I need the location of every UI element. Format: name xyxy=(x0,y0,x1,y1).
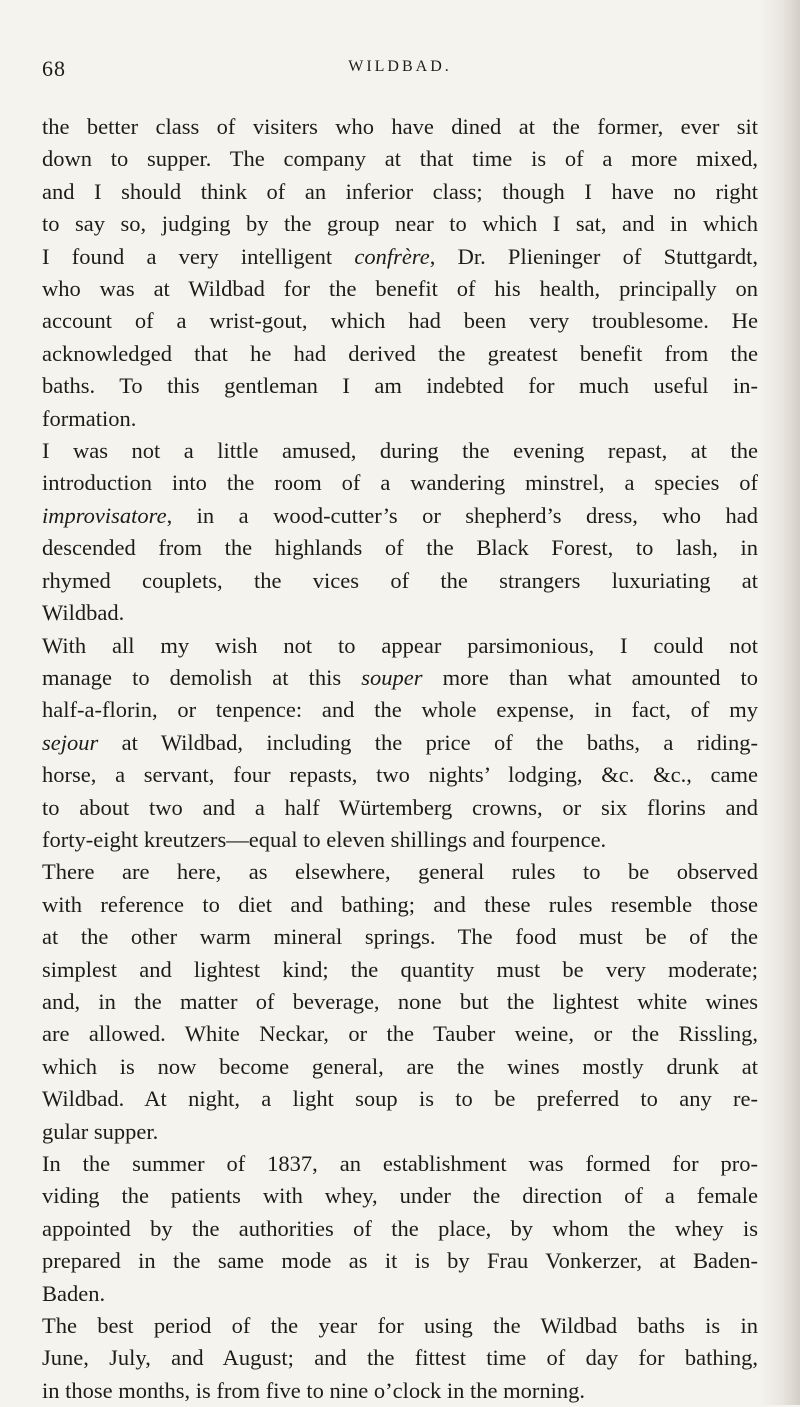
text-line xyxy=(42,532,758,564)
text-line xyxy=(42,1018,758,1050)
text-run: descended from the highlands of the Black Forest, to lash, in xyxy=(42,535,758,561)
text-line xyxy=(42,727,758,759)
paragraph xyxy=(42,1148,758,1310)
text-line xyxy=(42,1213,758,1245)
text-run: With all my wish not to appear parsimonious, I could not xyxy=(42,632,758,658)
text-line xyxy=(42,954,758,986)
text-line xyxy=(42,694,758,726)
text-run: more than what amounted to xyxy=(422,664,758,690)
text-line xyxy=(42,565,758,597)
text-line xyxy=(42,273,758,305)
text-line xyxy=(42,1342,758,1374)
text-run: manage to demolish at this xyxy=(42,664,362,690)
paragraph xyxy=(42,630,758,857)
text-run: In the summer of 1837, an establishment was formed for pro- xyxy=(42,1151,758,1176)
paragraph xyxy=(42,1310,758,1407)
text-run: which is now become general, are the wines mostly drunk at xyxy=(42,1053,758,1079)
text-run: gular supper. xyxy=(42,1118,159,1144)
text-run: rhymed couplets, the vices of the strangers luxuriating at xyxy=(42,567,758,593)
text-run: appointed by the authorities of the place, by whom the whey is xyxy=(42,1215,758,1241)
text-run: and I should think of an inferior class; though I have no right xyxy=(42,178,758,204)
text-line xyxy=(42,143,758,175)
text-line xyxy=(42,1180,758,1212)
text-run: prepared in the same mode as it is by Frau Vonkerzer, at Baden- xyxy=(42,1248,758,1274)
text-line xyxy=(42,630,758,662)
text-run: in those months, is from five to nine o’clock in the morning. xyxy=(42,1377,586,1403)
text-line xyxy=(42,1245,758,1277)
text-line xyxy=(42,370,758,402)
text-line xyxy=(42,1278,758,1310)
text-line xyxy=(42,305,758,337)
text-run: who was at Wildbad for the benefit of his health, principally on xyxy=(42,276,758,302)
text-line xyxy=(42,824,758,856)
page-number: 68 xyxy=(42,56,66,81)
text-run: The best period of the year for using the Wildbad baths is in xyxy=(42,1313,758,1339)
text-line xyxy=(42,662,758,694)
text-run: account of a wrist-gout, which had been very troublesome. He xyxy=(42,308,758,334)
text-line xyxy=(42,338,758,370)
text-line xyxy=(42,889,758,921)
text-line xyxy=(42,597,758,629)
text-run: , Dr. Plieninger of Stuttgardt, xyxy=(429,243,758,269)
text-line xyxy=(42,1051,758,1083)
text-run: Wildbad. xyxy=(42,600,125,626)
text-run: baths. To this gentleman I am indebted for much useful in- xyxy=(42,373,758,399)
text-line xyxy=(42,1083,758,1115)
page-edge-shading xyxy=(760,0,800,1405)
text-line xyxy=(42,467,758,499)
text-run: at Wildbad, including the price of the baths, a riding- xyxy=(98,729,758,755)
text-run: I found a very intelligent xyxy=(42,243,355,269)
text-run: simplest and lightest kind; the quantity must be very moderate; xyxy=(42,956,758,982)
text-run: June, July, and August; and the fittest time of day for bathing, xyxy=(42,1345,758,1371)
text-run: to about two and a half Würtemberg crowns, or six florins and xyxy=(42,794,758,820)
text-line xyxy=(42,1116,758,1148)
italic-term: souper xyxy=(361,664,423,690)
text-run: the better class of visiters who have dined at the former, ever sit xyxy=(42,114,758,139)
running-head: WILDBAD. xyxy=(348,58,452,75)
italic-term: improvisatore xyxy=(42,502,167,528)
text-line xyxy=(42,241,758,273)
text-run: There are here, as elsewhere, general rules to be observed xyxy=(42,859,758,885)
text-run: to say so, judging by the group near to which I sat, and in which xyxy=(42,211,758,237)
text-line xyxy=(42,986,758,1018)
text-run: , in a wood-cutter’s or shepherd’s dress, who had xyxy=(166,502,758,528)
text-line xyxy=(42,208,758,240)
text-run: formation. xyxy=(42,405,137,431)
text-run: horse, a servant, four repasts, two nights’ lodging, &c. &c., came xyxy=(42,762,758,788)
text-run: Wildbad. At night, a light soup is to be preferred to any re- xyxy=(42,1086,758,1112)
text-line xyxy=(42,792,758,824)
paragraph xyxy=(42,435,758,629)
text-line xyxy=(42,176,758,208)
text-run: Baden. xyxy=(42,1280,106,1306)
text-run: down to supper. The company at that time is of a more mixed, xyxy=(42,146,758,172)
text-run: viding the patients with whey, under the direction of a female xyxy=(42,1183,758,1209)
text-line xyxy=(42,403,758,435)
text-line xyxy=(42,759,758,791)
text-line xyxy=(42,1310,758,1342)
text-line xyxy=(42,111,758,143)
text-run: are allowed. White Neckar, or the Tauber weine, or the Rissling, xyxy=(42,1021,758,1047)
text-run: I was not a little amused, during the evening repast, at the xyxy=(42,438,758,464)
text-line xyxy=(42,1375,758,1407)
text-run: introduction into the room of a wandering minstrel, a species of xyxy=(42,470,758,496)
text-run: forty-eight kreutzers—equal to eleven shillings and fourpence. xyxy=(42,826,607,852)
text-run: and, in the matter of beverage, none but the lightest white wines xyxy=(42,988,758,1014)
text-line xyxy=(42,1148,758,1180)
text-run: acknowledged that he had derived the greatest benefit from the xyxy=(42,340,758,366)
text-run: at the other warm mineral springs. The food must be of the xyxy=(42,924,758,950)
text-line xyxy=(42,500,758,532)
text-line xyxy=(42,435,758,467)
text-run: with reference to diet and bathing; and these rules resemble those xyxy=(42,891,758,917)
body-text xyxy=(42,111,758,1407)
paragraph xyxy=(42,856,758,1148)
text-line xyxy=(42,921,758,953)
italic-term: confrère xyxy=(354,243,430,269)
text-run: half-a-florin, or tenpence: and the whole expense, in fact, of my xyxy=(42,697,758,723)
italic-term: sejour xyxy=(42,729,99,755)
paragraph xyxy=(42,111,758,435)
text-line xyxy=(42,856,758,888)
